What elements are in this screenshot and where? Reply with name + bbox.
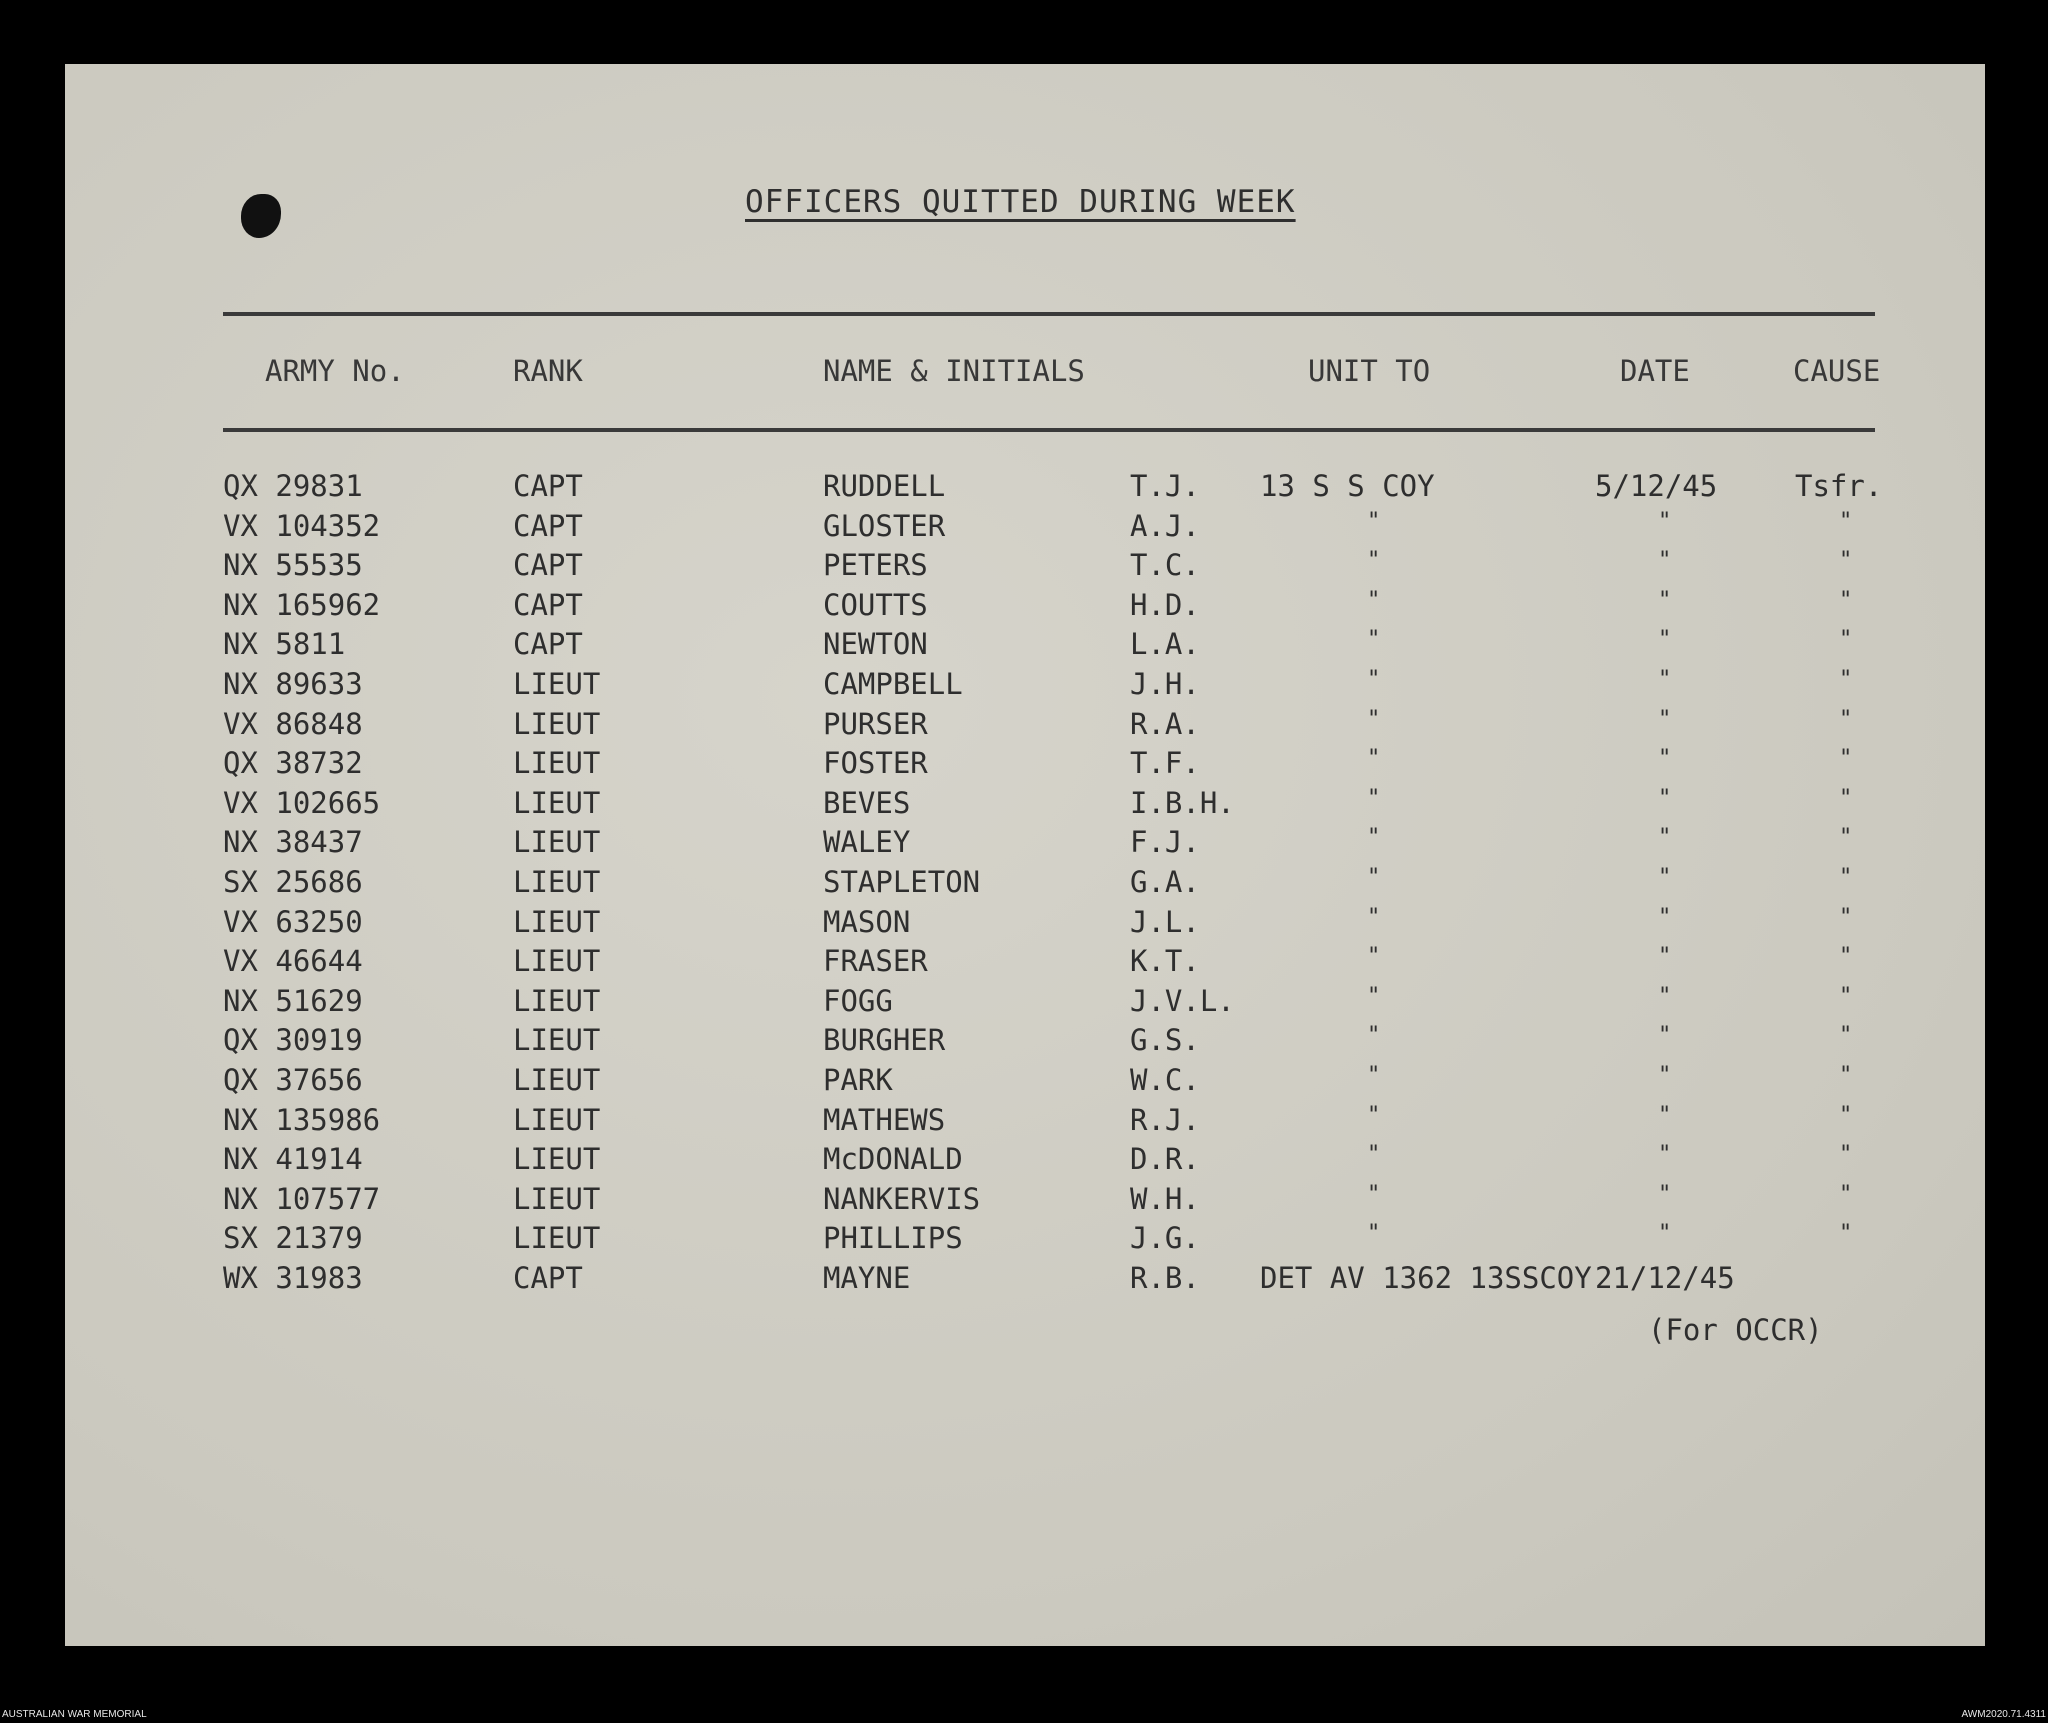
unit-cell: " (1367, 1063, 1381, 1088)
unit-cell: " (1367, 1102, 1381, 1128)
rank-cell: LIEUT (513, 1142, 601, 1177)
unit-cell: " (1367, 1181, 1381, 1207)
rank-cell: CAPT (513, 548, 583, 583)
cause-cell: " (1839, 1221, 1853, 1247)
army-no-cell: VX 102665 (223, 785, 381, 820)
army-no-cell: WX 31983 (223, 1261, 363, 1295)
rank-cell: LIEUT (513, 746, 601, 781)
unit-cell: DET AV 1362 13SSCOY (1260, 1261, 1592, 1295)
name-cell: CAMPBELL (823, 667, 963, 701)
unit-cell: " (1367, 1023, 1381, 1049)
initials-cell: A.J. (1130, 508, 1200, 543)
date-cell: " (1658, 904, 1672, 930)
army-no-cell: QX 29831 (223, 469, 363, 503)
date-cell: " (1658, 865, 1672, 890)
army-no-cell: NX 55535 (223, 548, 363, 583)
cause-cell: " (1839, 825, 1853, 851)
unit-cell: " (1367, 587, 1381, 613)
initials-cell: J.L. (1130, 904, 1200, 939)
cause-cell: " (1839, 1063, 1853, 1088)
army-no-cell: VX 104352 (223, 508, 381, 543)
army-no-cell: NX 41914 (223, 1142, 363, 1177)
initials-cell: F.J. (1130, 825, 1200, 860)
date-cell: 5/12/45 (1595, 469, 1718, 503)
date-cell: " (1658, 667, 1672, 692)
initials-cell: J.V.L. (1130, 983, 1235, 1018)
name-cell: COUTTS (823, 587, 928, 622)
header-army-no: ARMY No. (265, 354, 405, 388)
army-no-cell: QX 30919 (223, 1023, 363, 1058)
cause-cell: " (1839, 1023, 1853, 1049)
name-cell: PETERS (823, 548, 928, 583)
date-cell: " (1658, 746, 1672, 772)
date-cell: " (1658, 825, 1672, 851)
date-cell: " (1658, 548, 1672, 574)
unit-cell: 13 S S COY (1260, 469, 1435, 503)
army-no-cell: NX 5811 (223, 627, 346, 662)
army-no-cell: SX 21379 (223, 1221, 363, 1256)
rank-cell: LIEUT (513, 944, 601, 979)
cause-cell: Tsfr. (1795, 469, 1883, 503)
cause-cell: " (1839, 706, 1853, 732)
initials-cell: G.S. (1130, 1023, 1200, 1058)
unit-cell: " (1367, 983, 1381, 1009)
initials-cell: L.A. (1130, 627, 1200, 662)
rank-cell: LIEUT (513, 1221, 601, 1256)
unit-cell: " (1367, 627, 1381, 653)
rank-cell: LIEUT (513, 1063, 601, 1097)
unit-cell: " (1367, 706, 1381, 732)
army-no-cell: QX 38732 (223, 746, 363, 781)
name-cell: RUDDELL (823, 469, 946, 503)
name-cell: STAPLETON (823, 865, 981, 899)
initials-cell: T.F. (1130, 746, 1200, 781)
date-cell: " (1658, 1063, 1672, 1088)
rank-cell: LIEUT (513, 785, 601, 820)
army-no-cell: QX 37656 (223, 1063, 363, 1097)
date-cell: " (1658, 1221, 1672, 1247)
date-cell: " (1658, 1142, 1672, 1168)
initials-cell: T.C. (1130, 548, 1200, 583)
cause-cell: " (1839, 785, 1853, 811)
date-cell: " (1658, 944, 1672, 970)
unit-cell: " (1367, 667, 1381, 692)
unit-cell: " (1367, 865, 1381, 890)
army-no-cell: VX 86848 (223, 706, 363, 741)
header-rule-bottom (223, 428, 1875, 432)
army-no-cell: NX 89633 (223, 667, 363, 701)
army-no-cell: NX 135986 (223, 1102, 381, 1137)
army-no-cell: SX 25686 (223, 865, 363, 899)
cause-cell: " (1839, 746, 1853, 772)
initials-cell: T.J. (1130, 469, 1200, 503)
cause-cell: " (1839, 1102, 1853, 1128)
initials-cell: G.A. (1130, 865, 1200, 899)
unit-cell: " (1367, 785, 1381, 811)
footer-left: AUSTRALIAN WAR MEMORIAL (2, 1709, 147, 1720)
date-cell: " (1658, 983, 1672, 1009)
name-cell: MAYNE (823, 1261, 911, 1295)
cause-cell: " (1839, 627, 1853, 653)
unit-cell: " (1367, 508, 1381, 534)
unit-cell: " (1367, 944, 1381, 970)
date-cell: " (1658, 627, 1672, 653)
rank-cell: LIEUT (513, 706, 601, 741)
unit-cell: " (1367, 1221, 1381, 1247)
name-cell: MASON (823, 904, 911, 939)
rank-cell: LIEUT (513, 1023, 601, 1058)
initials-cell: J.H. (1130, 667, 1200, 701)
initials-cell: I.B.H. (1130, 785, 1235, 820)
initials-cell: W.H. (1130, 1181, 1200, 1216)
cause-cell: " (1839, 508, 1853, 534)
date-cell: 21/12/45 (1595, 1261, 1735, 1295)
cause-cell: " (1839, 667, 1853, 692)
cause-cell: " (1839, 1142, 1853, 1168)
unit-cell: " (1367, 746, 1381, 772)
rank-cell: LIEUT (513, 667, 601, 701)
rank-cell: CAPT (513, 1261, 583, 1295)
header-rank: RANK (513, 354, 583, 388)
initials-cell: K.T. (1130, 944, 1200, 979)
name-cell: BURGHER (823, 1023, 946, 1058)
name-cell: NANKERVIS (823, 1181, 981, 1216)
date-cell: " (1658, 1181, 1672, 1207)
army-no-cell: NX 51629 (223, 983, 363, 1018)
unit-cell: " (1367, 1142, 1381, 1168)
header-unit: UNIT TO (1308, 354, 1431, 388)
name-cell: FOGG (823, 983, 893, 1018)
rank-cell: LIEUT (513, 1181, 601, 1216)
initials-cell: H.D. (1130, 587, 1200, 622)
army-no-cell: NX 165962 (223, 587, 381, 622)
cause-cell: " (1839, 983, 1853, 1009)
rank-cell: CAPT (513, 587, 583, 622)
army-no-cell: VX 46644 (223, 944, 363, 979)
name-cell: PURSER (823, 706, 928, 741)
date-cell: " (1658, 587, 1672, 613)
date-cell: " (1658, 785, 1672, 811)
rank-cell: CAPT (513, 469, 583, 503)
cause-cell: " (1839, 944, 1853, 970)
unit-cell: " (1367, 904, 1381, 930)
rank-cell: LIEUT (513, 904, 601, 939)
rank-cell: LIEUT (513, 825, 601, 860)
name-cell: GLOSTER (823, 508, 946, 543)
date-cell: " (1658, 508, 1672, 534)
cause-cell: " (1839, 548, 1853, 574)
rank-cell: LIEUT (513, 983, 601, 1018)
cause-cell: " (1839, 1181, 1853, 1207)
name-cell: PHILLIPS (823, 1221, 963, 1256)
date-cell: " (1658, 1102, 1672, 1128)
footer-right: AWM2020.71.4311 (1961, 1709, 2046, 1720)
initials-cell: R.B. (1130, 1261, 1200, 1295)
cause-cell: " (1839, 904, 1853, 930)
note-text: (For OCCR) (1648, 1313, 1823, 1347)
initials-cell: D.R. (1130, 1142, 1200, 1177)
name-cell: WALEY (823, 825, 911, 860)
unit-cell: " (1367, 825, 1381, 851)
header-rule-top (223, 312, 1875, 316)
initials-cell: R.A. (1130, 706, 1200, 741)
header-date: DATE (1620, 354, 1690, 388)
army-no-cell: NX 38437 (223, 825, 363, 860)
name-cell: FOSTER (823, 746, 928, 781)
name-cell: MATHEWS (823, 1102, 946, 1137)
rank-cell: CAPT (513, 627, 583, 662)
army-no-cell: NX 107577 (223, 1181, 381, 1216)
name-cell: McDONALD (823, 1142, 963, 1177)
unit-cell: " (1367, 548, 1381, 574)
header-cause: CAUSE (1793, 354, 1881, 388)
document-title: OFFICERS QUITTED DURING WEEK (745, 184, 1296, 220)
name-cell: FRASER (823, 944, 928, 979)
date-cell: " (1658, 1023, 1672, 1049)
initials-cell: R.J. (1130, 1102, 1200, 1137)
document-page (65, 64, 1985, 1646)
name-cell: BEVES (823, 785, 911, 820)
cause-cell: " (1839, 587, 1853, 613)
name-cell: NEWTON (823, 627, 928, 662)
rank-cell: CAPT (513, 508, 583, 543)
cause-cell: " (1839, 865, 1853, 890)
rank-cell: LIEUT (513, 1102, 601, 1137)
army-no-cell: VX 63250 (223, 904, 363, 939)
punch-hole (241, 194, 281, 238)
initials-cell: J.G. (1130, 1221, 1200, 1256)
header-name: NAME & INITIALS (823, 354, 1085, 388)
initials-cell: W.C. (1130, 1063, 1200, 1097)
rank-cell: LIEUT (513, 865, 601, 899)
date-cell: " (1658, 706, 1672, 732)
name-cell: PARK (823, 1063, 893, 1097)
